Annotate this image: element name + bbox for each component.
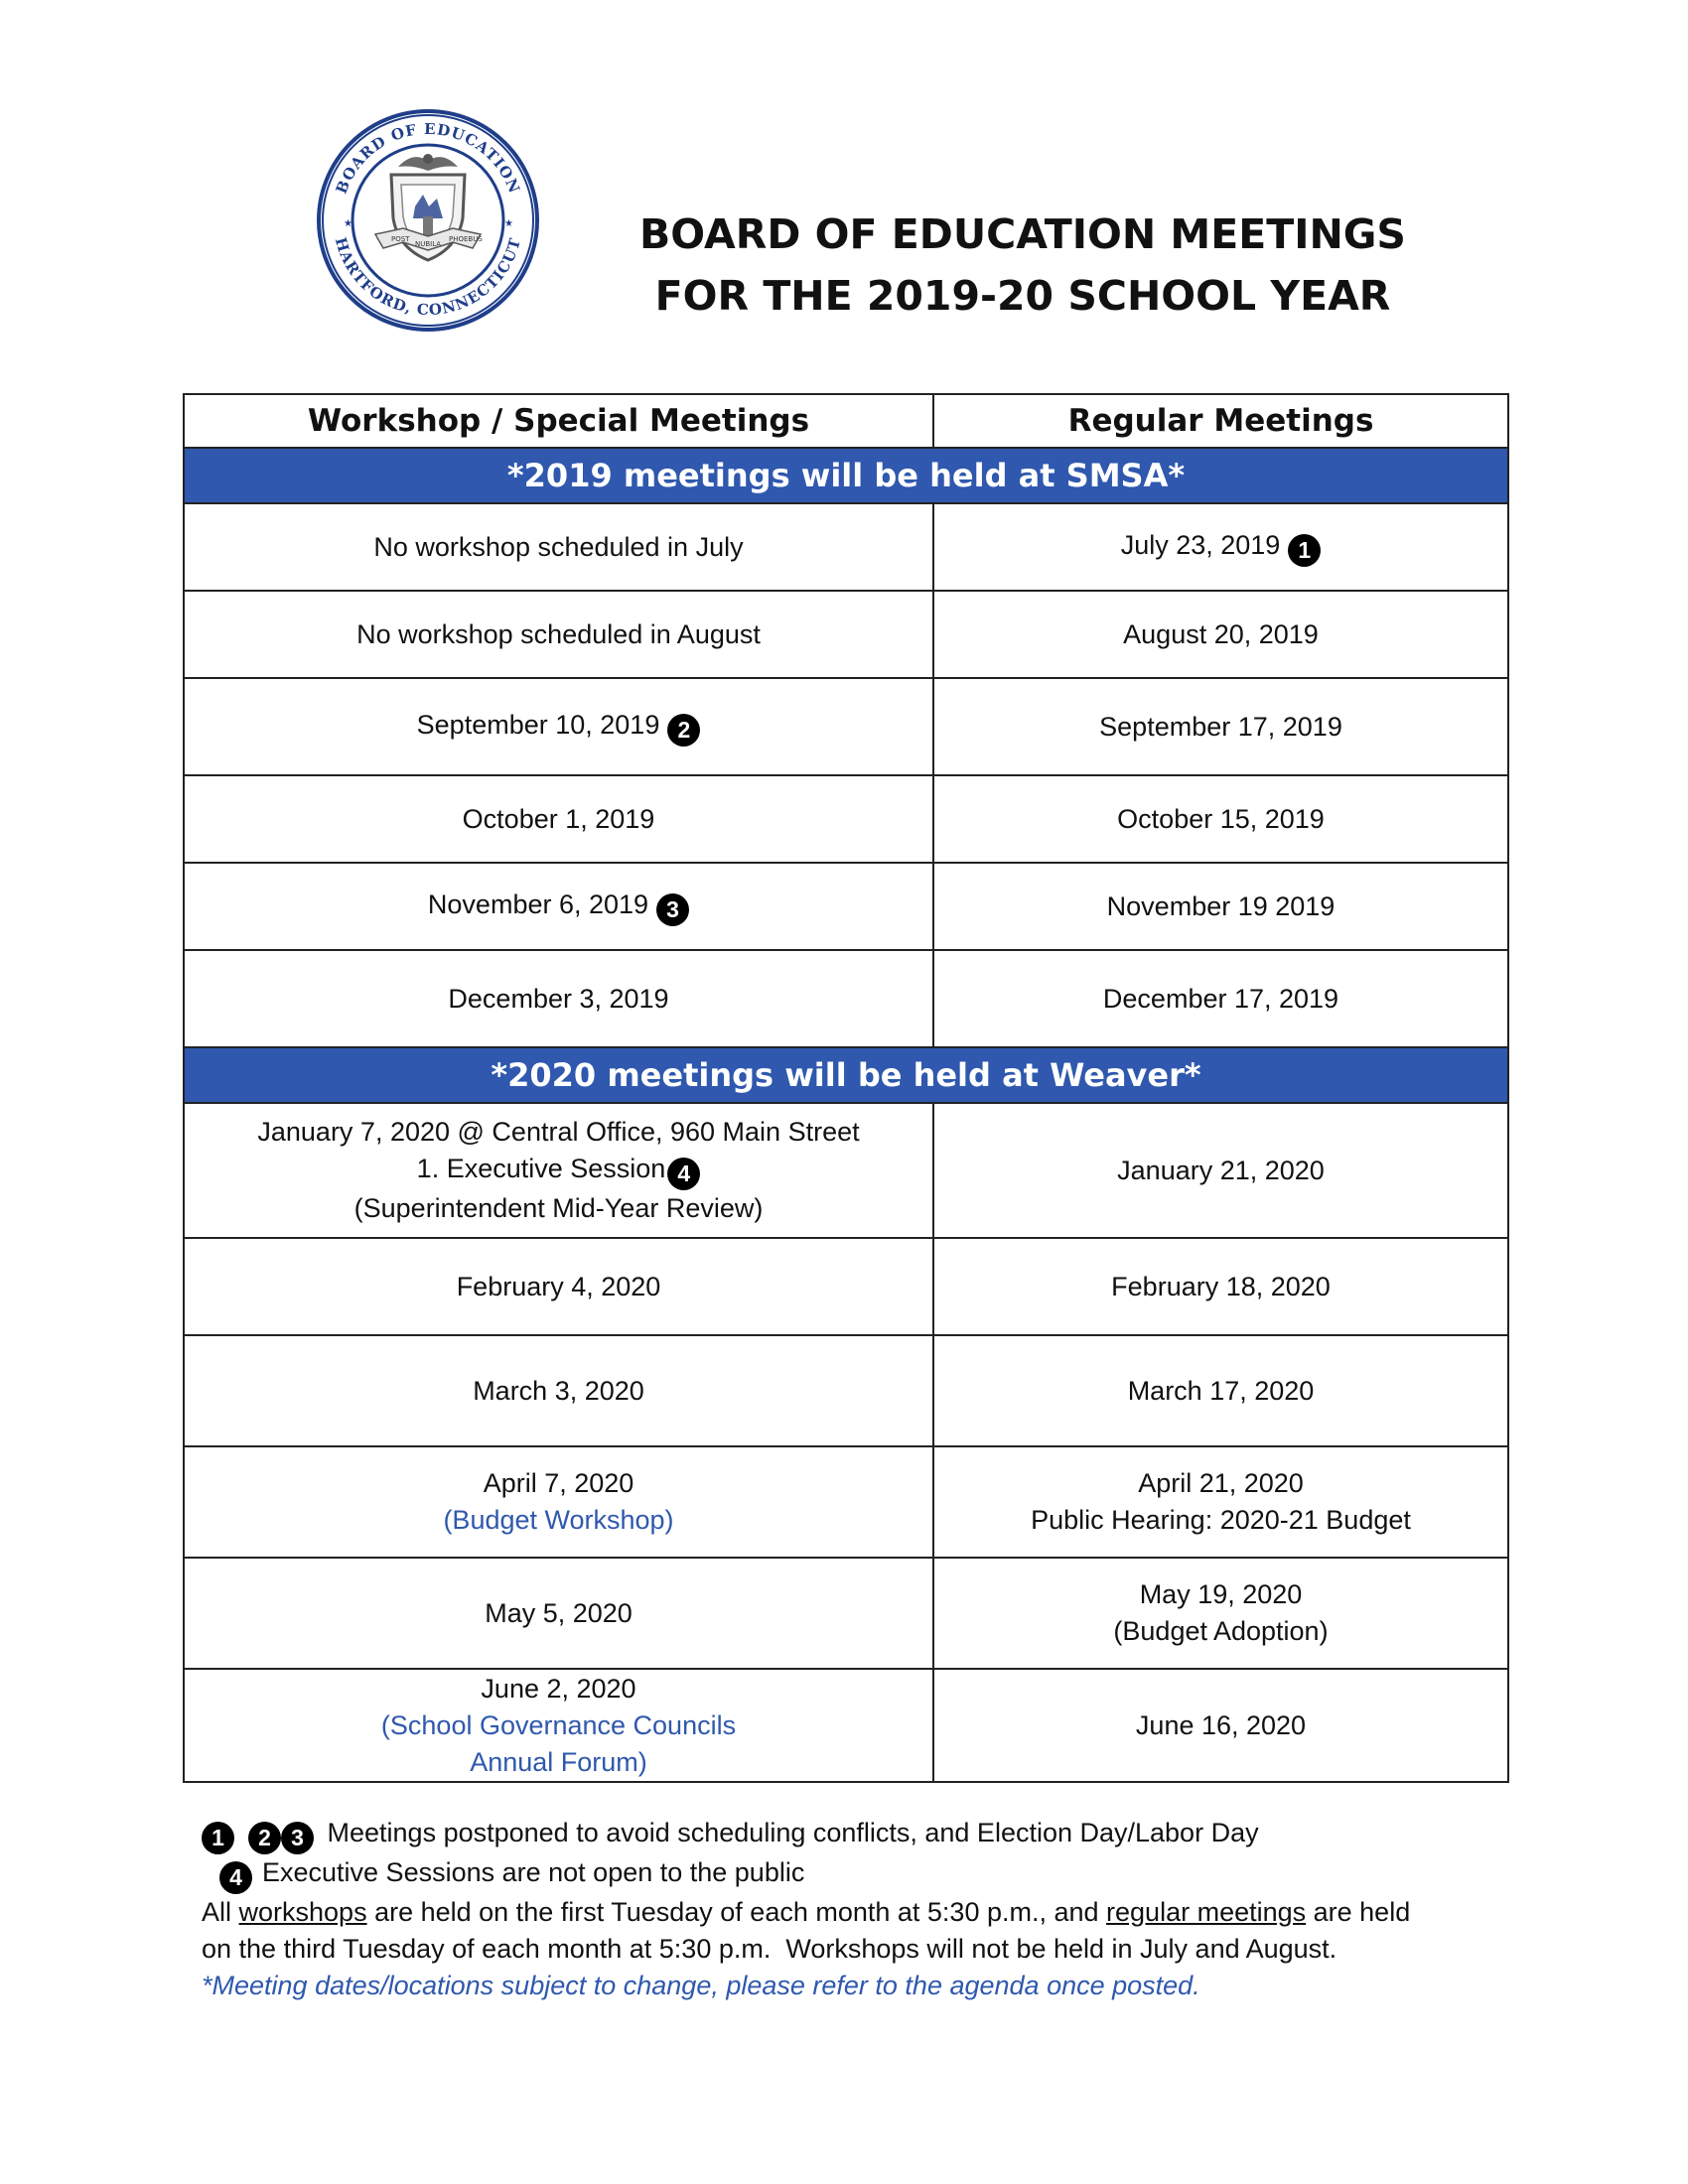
footnotes — [202, 1815, 1492, 2004]
workshops-underlined: workshops — [238, 1897, 367, 1927]
table-row — [184, 503, 1508, 591]
svg-text:BOARD OF EDUCATION: BOARD OF EDUCATION — [332, 119, 524, 197]
table-row — [184, 863, 1508, 950]
workshop-cell: April 7, 2020 (Budget Workshop) — [184, 1446, 933, 1558]
table-row — [184, 1446, 1508, 1558]
band-2020: *2020 meetings will be held at Weaver* — [184, 1047, 1508, 1103]
workshop-cell: No workshop scheduled in July — [184, 503, 933, 591]
header-regular: Regular Meetings — [933, 394, 1508, 448]
workshop-cell: May 5, 2020 — [184, 1558, 933, 1669]
svg-text:PHOEBUS: PHOEBUS — [449, 235, 483, 243]
header-workshop: Workshop / Special Meetings — [184, 394, 933, 448]
table-row — [184, 1103, 1508, 1238]
workshop-cell: February 4, 2020 — [184, 1238, 933, 1335]
workshop-cell: September 10, 2019 2 — [184, 678, 933, 775]
table-row — [184, 775, 1508, 863]
footnote-badge-4: 4 — [219, 1861, 252, 1894]
table-row — [184, 1238, 1508, 1335]
regular-cell: October 15, 2019 — [933, 775, 1508, 863]
workshop-cell: June 2, 2020 (School Governance Councils Annual Forum) — [184, 1669, 933, 1782]
meeting-schedule-table — [183, 393, 1509, 1783]
regular-cell: September 17, 2019 — [933, 678, 1508, 775]
band-2019-row — [184, 448, 1508, 503]
regular-cell: July 23, 2019 1 — [933, 503, 1508, 591]
table-row — [184, 1669, 1508, 1782]
table-row — [184, 591, 1508, 678]
workshop-cell: October 1, 2019 — [184, 775, 933, 863]
regular-meetings-underlined: regular meetings — [1106, 1897, 1307, 1927]
table-row — [184, 678, 1508, 775]
footnote-badge-4: 4 — [667, 1158, 700, 1190]
footnote-line-1: 1 2 3 Meetings postponed to avoid scheduling conflicts, and Election Day/Labor Day — [202, 1815, 1492, 1854]
workshop-cell: December 3, 2019 — [184, 950, 933, 1047]
svg-text:POST: POST — [391, 235, 410, 243]
page-title-line2: FOR THE 2019-20 SCHOOL YEAR — [654, 272, 1391, 320]
footnote-badge-1: 1 — [202, 1822, 234, 1854]
regular-cell: November 19 2019 — [933, 863, 1508, 950]
table-row — [184, 1558, 1508, 1669]
band-2019: *2019 meetings will be held at SMSA* — [184, 448, 1508, 503]
table-row — [184, 1335, 1508, 1446]
footnote-line-3: All workshops are held on the first Tuesday of each month at 5:30 p.m., and regular meetings are held — [202, 1897, 1411, 1927]
board-of-education-seal — [304, 109, 552, 332]
regular-cell: March 17, 2020 — [933, 1335, 1508, 1446]
table-row — [184, 950, 1508, 1047]
footnote-line-2: 4 Executive Sessions are not open to the public — [202, 1854, 1492, 1894]
workshop-cell: January 7, 2020 @ Central Office, 960 Main Street 1. Executive Session 4 (Superintendent Mid-Year Review) — [184, 1103, 933, 1238]
footnote-badge-1: 1 — [1288, 534, 1321, 567]
footnote-line-4: on the third Tuesday of each month at 5:30 p.m. Workshops will not be held in July and August. — [202, 1934, 1337, 1964]
svg-text:★: ★ — [504, 218, 513, 229]
footnote-badge-3: 3 — [656, 893, 689, 926]
table-header-row — [184, 394, 1508, 448]
workshop-cell: November 6, 2019 3 — [184, 863, 933, 950]
footnote-badge-2: 2 — [667, 714, 700, 747]
svg-text:NUBILA: NUBILA — [415, 240, 442, 248]
regular-cell: February 18, 2020 — [933, 1238, 1508, 1335]
regular-cell: May 19, 2020 (Budget Adoption) — [933, 1558, 1508, 1669]
footnote-badge-2: 2 — [248, 1822, 281, 1854]
page-title — [596, 204, 1450, 327]
footnote-badge-3: 3 — [281, 1822, 314, 1854]
budget-workshop-note: (Budget Workshop) — [443, 1505, 674, 1535]
page-title-line1: BOARD OF EDUCATION MEETINGS — [639, 210, 1406, 258]
regular-cell: December 17, 2019 — [933, 950, 1508, 1047]
band-2020-row — [184, 1047, 1508, 1103]
regular-cell: January 21, 2020 — [933, 1103, 1508, 1238]
regular-cell: June 16, 2020 — [933, 1669, 1508, 1782]
svg-text:★: ★ — [344, 218, 352, 229]
svg-text:HARTFORD, CONNECTICUT: HARTFORD, CONNECTICUT — [331, 235, 525, 320]
regular-cell: August 20, 2019 — [933, 591, 1508, 678]
workshop-cell: No workshop scheduled in August — [184, 591, 933, 678]
footnote-disclaimer: *Meeting dates/locations subject to change, please refer to the agenda once posted. — [202, 1971, 1200, 2000]
regular-cell: April 21, 2020 Public Hearing: 2020-21 Budget — [933, 1446, 1508, 1558]
workshop-cell: March 3, 2020 — [184, 1335, 933, 1446]
